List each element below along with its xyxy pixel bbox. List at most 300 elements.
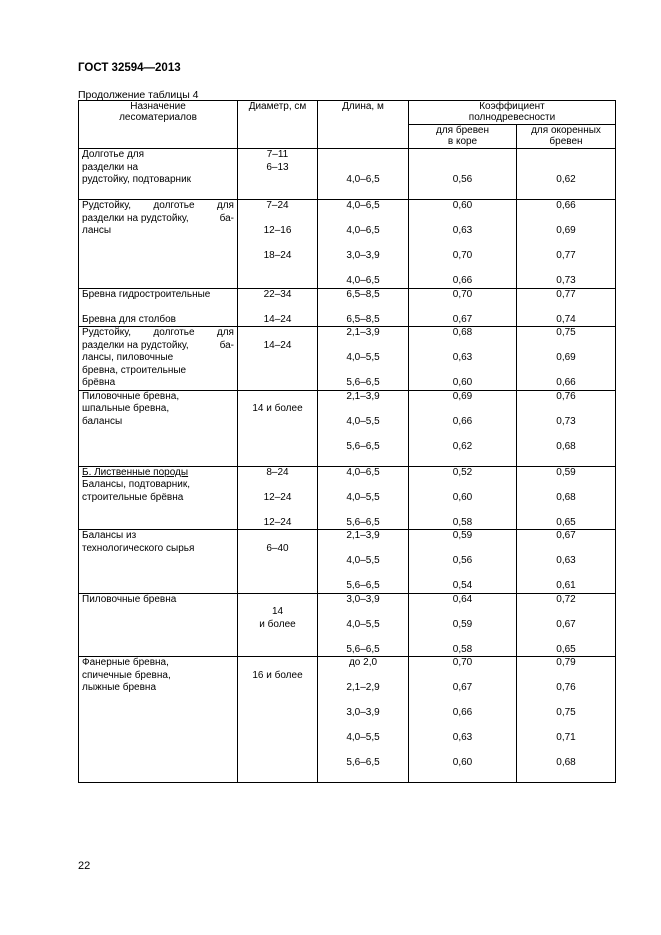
purpose-line xyxy=(82,619,234,632)
debarked-coef-cell-value: 0,75 xyxy=(556,327,576,338)
diameter-cell-value xyxy=(238,757,317,770)
purpose-cell xyxy=(79,466,238,479)
diameter-cell xyxy=(238,301,318,314)
purpose-text: брёвна xyxy=(82,377,116,388)
bark-coef-cell-value xyxy=(409,504,516,517)
header-debarked-line-2: бревен xyxy=(549,136,583,147)
bark-coef-cell-value xyxy=(409,543,516,556)
diameter-cell-value: 14–24 xyxy=(263,339,292,351)
table-row xyxy=(79,416,616,429)
table-row xyxy=(79,327,616,340)
length-cell-value: 2,1–3,9 xyxy=(346,390,380,402)
debarked-coef-cell-value xyxy=(517,504,615,517)
debarked-coef-cell xyxy=(517,466,616,479)
purpose-cell xyxy=(79,377,238,390)
diameter-cell xyxy=(238,707,318,720)
table-row xyxy=(79,162,616,175)
bark-coef-cell xyxy=(409,174,517,187)
purpose-line xyxy=(82,174,234,187)
bark-coef-cell-value: 0,58 xyxy=(452,643,473,655)
length-cell-value xyxy=(318,213,408,226)
length-cell xyxy=(318,352,409,365)
diameter-cell xyxy=(238,757,318,770)
diameter-cell xyxy=(238,288,318,301)
diameter-cell xyxy=(238,213,318,226)
purpose-line xyxy=(82,403,234,416)
diameter-cell-value xyxy=(238,745,317,758)
purpose-line xyxy=(82,314,234,327)
debarked-coef-cell xyxy=(517,530,616,543)
diameter-cell-value xyxy=(238,352,317,365)
diameter-cell xyxy=(238,682,318,695)
header-debarked xyxy=(517,125,616,149)
table-row xyxy=(79,619,616,632)
length-cell-value: 2,1–3,9 xyxy=(346,327,380,338)
diameter-cell xyxy=(238,670,318,683)
bark-coef-cell xyxy=(409,504,517,517)
purpose-line xyxy=(82,555,234,568)
debarked-coef-cell xyxy=(517,327,616,340)
table-row xyxy=(79,250,616,263)
diameter-cell-value xyxy=(238,238,317,251)
length-cell xyxy=(318,428,409,441)
purpose-line xyxy=(82,391,234,404)
table-row xyxy=(79,745,616,758)
diameter-cell xyxy=(238,720,318,733)
debarked-coef-cell xyxy=(517,416,616,429)
diameter-cell xyxy=(238,200,318,213)
diameter-cell-value xyxy=(238,657,317,670)
diameter-cell-value xyxy=(238,504,317,517)
diameter-cell-value xyxy=(238,631,317,644)
diameter-cell-value xyxy=(238,441,317,454)
table-row xyxy=(79,187,616,200)
purpose-line xyxy=(82,757,234,770)
purpose-cell xyxy=(79,149,238,162)
purpose-cell xyxy=(79,340,238,353)
length-cell xyxy=(318,745,409,758)
purpose-line xyxy=(82,594,234,607)
bark-coef-cell-value: 0,68 xyxy=(452,327,473,338)
length-cell-value: 4,0–5,5 xyxy=(346,618,380,630)
purpose-text: разделки на xyxy=(82,161,139,173)
debarked-coef-cell-value: 0,61 xyxy=(556,580,576,591)
length-cell xyxy=(318,732,409,745)
length-cell xyxy=(318,238,409,251)
page-number: 22 xyxy=(78,860,91,872)
debarked-coef-cell xyxy=(517,644,616,657)
debarked-coef-cell xyxy=(517,606,616,619)
length-cell xyxy=(318,162,409,175)
bark-coef-cell xyxy=(409,390,517,403)
bark-coef-cell xyxy=(409,593,517,606)
debarked-coef-cell xyxy=(517,174,616,187)
bark-coef-cell-value xyxy=(409,631,516,644)
table-row xyxy=(79,275,616,288)
diameter-cell-value: 18–24 xyxy=(263,250,292,261)
length-cell-value xyxy=(318,238,408,251)
purpose-line xyxy=(82,213,234,226)
debarked-coef-cell-value xyxy=(517,187,615,200)
debarked-coef-cell-value: 0,77 xyxy=(556,288,576,300)
length-cell-value: 5,6–6,5 xyxy=(346,377,380,388)
diameter-cell xyxy=(238,543,318,556)
debarked-coef-cell-value xyxy=(517,720,615,733)
length-cell-value xyxy=(318,301,408,314)
debarked-coef-cell-value: 0,68 xyxy=(556,757,576,768)
debarked-coef-cell xyxy=(517,238,616,251)
debarked-coef-cell xyxy=(517,403,616,416)
diameter-cell xyxy=(238,377,318,390)
length-cell-value xyxy=(318,606,408,619)
bark-coef-cell xyxy=(409,682,517,695)
bark-coef-cell-value xyxy=(409,695,516,708)
debarked-coef-cell-value: 0,65 xyxy=(556,516,576,528)
diameter-cell-value: 7–11 xyxy=(266,149,289,160)
bark-coef-cell xyxy=(409,327,517,340)
diameter-cell xyxy=(238,555,318,568)
purpose-line xyxy=(82,327,234,340)
bark-coef-cell-value xyxy=(409,745,516,758)
purpose-line xyxy=(82,238,234,251)
debarked-coef-cell xyxy=(517,301,616,314)
table-row xyxy=(79,365,616,378)
purpose-cell xyxy=(79,200,238,213)
table-row xyxy=(79,504,616,517)
diameter-cell xyxy=(238,390,318,403)
purpose-line xyxy=(82,770,234,783)
length-cell-value xyxy=(318,403,408,416)
diameter-cell-value xyxy=(238,682,317,695)
bark-coef-cell-value: 0,70 xyxy=(452,288,473,300)
length-cell xyxy=(318,670,409,683)
purpose-line xyxy=(82,568,234,581)
bark-coef-cell xyxy=(409,492,517,505)
table-row xyxy=(79,530,616,543)
length-cell-value xyxy=(318,453,408,466)
debarked-coef-cell-value xyxy=(517,543,615,556)
length-cell xyxy=(318,707,409,720)
purpose-text: Рудстойку, xyxy=(82,327,132,338)
length-cell xyxy=(318,403,409,416)
purpose-cell xyxy=(79,517,238,530)
purpose-line xyxy=(82,275,234,288)
diameter-cell-value: 12–16 xyxy=(263,225,292,236)
length-cell xyxy=(318,250,409,263)
table-row xyxy=(79,340,616,353)
table-row xyxy=(79,479,616,492)
debarked-coef-cell xyxy=(517,543,616,556)
diameter-cell xyxy=(238,441,318,454)
purpose-line xyxy=(82,149,234,162)
header-diameter xyxy=(238,101,318,149)
debarked-coef-cell xyxy=(517,695,616,708)
table-row xyxy=(79,517,616,530)
debarked-coef-cell-value: 0,63 xyxy=(556,555,576,566)
bark-coef-cell-value xyxy=(409,453,516,466)
diameter-cell-value: 14 xyxy=(271,606,284,617)
bark-coef-cell-value: 0,59 xyxy=(452,618,473,630)
bark-coef-cell-value: 0,62 xyxy=(452,440,473,452)
debarked-coef-cell-value: 0,71 xyxy=(556,732,576,743)
debarked-coef-cell-value xyxy=(517,365,615,378)
purpose-cell xyxy=(79,657,238,670)
debarked-coef-cell-value xyxy=(517,453,615,466)
header-purpose xyxy=(79,101,238,149)
purpose-text: лыжные бревна xyxy=(82,682,157,693)
bark-coef-cell xyxy=(409,365,517,378)
bark-coef-cell xyxy=(409,263,517,276)
debarked-coef-cell-value: 0,68 xyxy=(556,440,576,452)
length-cell xyxy=(318,416,409,429)
length-cell xyxy=(318,327,409,340)
diameter-cell-value xyxy=(238,479,317,492)
diameter-cell xyxy=(238,327,318,340)
bark-coef-cell-value xyxy=(409,213,516,226)
debarked-coef-cell xyxy=(517,390,616,403)
diameter-cell-value xyxy=(238,174,317,187)
diameter-cell-value xyxy=(238,580,317,593)
bark-coef-cell xyxy=(409,619,517,632)
length-cell xyxy=(318,568,409,581)
diameter-cell xyxy=(238,238,318,251)
diameter-cell xyxy=(238,340,318,353)
purpose-cell xyxy=(79,644,238,657)
length-cell xyxy=(318,517,409,530)
debarked-coef-cell-value: 0,69 xyxy=(556,225,576,236)
length-cell-value: 4,0–5,5 xyxy=(346,415,380,427)
debarked-coef-cell xyxy=(517,453,616,466)
table-row xyxy=(79,288,616,301)
length-cell-value xyxy=(318,631,408,644)
bark-coef-cell-value: 0,56 xyxy=(452,555,473,566)
length-cell-value xyxy=(318,543,408,556)
bark-coef-cell xyxy=(409,517,517,530)
bark-coef-cell-value xyxy=(409,670,516,683)
bark-coef-cell xyxy=(409,757,517,770)
header-diameter-label: Диаметр, см xyxy=(248,101,307,112)
table-row xyxy=(79,631,616,644)
diameter-cell xyxy=(238,187,318,200)
debarked-coef-cell xyxy=(517,275,616,288)
debarked-coef-cell-value xyxy=(517,428,615,441)
length-cell xyxy=(318,770,409,783)
length-cell-value: 4,0–5,5 xyxy=(346,555,380,566)
diameter-cell xyxy=(238,149,318,162)
purpose-line xyxy=(82,263,234,276)
diameter-cell-value xyxy=(238,568,317,581)
debarked-coef-cell-value: 0,74 xyxy=(556,313,576,325)
debarked-coef-cell xyxy=(517,428,616,441)
purpose-text: разделки на рудстойку, xyxy=(82,339,189,351)
length-cell-value: 5,6–6,5 xyxy=(346,440,380,452)
diameter-cell-value xyxy=(238,263,317,276)
purpose-text: для xyxy=(216,327,234,338)
purpose-line xyxy=(82,517,234,530)
debarked-coef-cell xyxy=(517,288,616,301)
bark-coef-cell-value: 0,58 xyxy=(452,516,473,528)
table-row xyxy=(79,644,616,657)
length-cell xyxy=(318,314,409,327)
table-row xyxy=(79,492,616,505)
diameter-cell xyxy=(238,580,318,593)
diameter-cell xyxy=(238,644,318,657)
debarked-coef-cell xyxy=(517,340,616,353)
length-cell-value: 4,0–6,5 xyxy=(346,225,380,236)
length-cell xyxy=(318,453,409,466)
length-cell xyxy=(318,213,409,226)
diameter-cell xyxy=(238,453,318,466)
length-cell-value: 6,5–8,5 xyxy=(346,288,380,300)
diameter-cell xyxy=(238,403,318,416)
bark-coef-cell xyxy=(409,732,517,745)
bark-coef-cell xyxy=(409,225,517,238)
purpose-text: Долготье для xyxy=(82,149,145,160)
length-cell xyxy=(318,390,409,403)
length-cell-value xyxy=(318,263,408,276)
purpose-line xyxy=(82,580,234,593)
header-purpose-line-1: Назначение xyxy=(130,101,186,112)
length-cell-value: 4,0–6,5 xyxy=(346,174,380,185)
purpose-cell xyxy=(79,479,238,492)
length-cell-value: 5,6–6,5 xyxy=(346,643,380,655)
purpose-text: рудстойку, подтоварник xyxy=(82,174,192,185)
purpose-cell xyxy=(79,403,238,416)
purpose-line xyxy=(82,162,234,175)
diameter-cell-value: 14–24 xyxy=(263,313,292,325)
purpose-cell xyxy=(79,453,238,466)
purpose-text: лансы, пиловочные xyxy=(82,352,174,363)
bark-coef-cell-value xyxy=(409,340,516,353)
purpose-cell xyxy=(79,745,238,758)
table-row xyxy=(79,174,616,187)
debarked-coef-cell-value xyxy=(517,745,615,758)
debarked-coef-cell-value xyxy=(517,568,615,581)
length-cell xyxy=(318,301,409,314)
purpose-line xyxy=(82,492,234,505)
debarked-coef-cell-value: 0,65 xyxy=(556,643,576,655)
length-cell-value: 2,1–3,9 xyxy=(346,530,380,541)
debarked-coef-cell-value xyxy=(517,340,615,353)
purpose-cell xyxy=(79,213,238,226)
bark-coef-cell xyxy=(409,200,517,213)
diameter-cell xyxy=(238,504,318,517)
debarked-coef-cell xyxy=(517,187,616,200)
diameter-cell xyxy=(238,517,318,530)
debarked-coef-cell-value xyxy=(517,213,615,226)
length-cell xyxy=(318,275,409,288)
length-cell-value: 3,0–3,9 xyxy=(346,250,380,261)
diameter-cell-value xyxy=(238,720,317,733)
debarked-coef-cell xyxy=(517,263,616,276)
bark-coef-cell-value xyxy=(409,720,516,733)
bark-coef-cell xyxy=(409,707,517,720)
purpose-cell xyxy=(79,225,238,238)
diameter-cell-value xyxy=(238,530,317,543)
purpose-cell xyxy=(79,492,238,505)
bark-coef-cell-value: 0,70 xyxy=(452,250,473,261)
bark-coef-cell-value xyxy=(409,263,516,276)
debarked-coef-cell xyxy=(517,580,616,593)
diameter-cell xyxy=(238,365,318,378)
purpose-cell xyxy=(79,162,238,175)
purpose-line xyxy=(82,504,234,517)
bark-coef-cell xyxy=(409,314,517,327)
debarked-coef-cell-value: 0,59 xyxy=(556,466,576,478)
debarked-coef-cell xyxy=(517,732,616,745)
table-row xyxy=(79,301,616,314)
length-cell xyxy=(318,631,409,644)
debarked-coef-cell-value: 0,72 xyxy=(556,593,576,605)
purpose-line xyxy=(82,707,234,720)
purpose-cell xyxy=(79,606,238,619)
purpose-cell xyxy=(79,631,238,644)
length-cell-value: 4,0–5,5 xyxy=(346,732,380,743)
debarked-coef-cell xyxy=(517,200,616,213)
table-row xyxy=(79,453,616,466)
bark-coef-cell-value xyxy=(409,187,516,200)
debarked-coef-cell xyxy=(517,555,616,568)
debarked-coef-cell-value: 0,73 xyxy=(556,275,576,286)
purpose-cell xyxy=(79,352,238,365)
diameter-cell xyxy=(238,428,318,441)
purpose-text: бревна, строительные xyxy=(82,364,187,376)
debarked-coef-cell-value xyxy=(517,695,615,708)
bark-coef-cell xyxy=(409,695,517,708)
length-cell xyxy=(318,720,409,733)
length-cell-value xyxy=(318,187,408,200)
table-row xyxy=(79,428,616,441)
length-cell xyxy=(318,466,409,479)
table-row xyxy=(79,543,616,556)
diameter-cell-value xyxy=(238,555,317,568)
debarked-coef-cell-value xyxy=(517,238,615,251)
purpose-line xyxy=(82,543,234,556)
length-cell xyxy=(318,200,409,213)
length-cell xyxy=(318,619,409,632)
debarked-coef-cell-value: 0,77 xyxy=(556,250,576,261)
purpose-cell xyxy=(79,707,238,720)
purpose-line xyxy=(82,340,234,353)
bark-coef-cell xyxy=(409,720,517,733)
debarked-coef-cell xyxy=(517,504,616,517)
debarked-coef-cell-value: 0,66 xyxy=(556,200,576,211)
purpose-text: Пиловочные бревна, xyxy=(82,390,180,402)
length-cell-value xyxy=(318,720,408,733)
bark-coef-cell-value xyxy=(409,479,516,492)
diameter-cell xyxy=(238,352,318,365)
purpose-cell xyxy=(79,288,238,301)
bark-coef-cell-value: 0,60 xyxy=(452,377,473,388)
length-cell xyxy=(318,543,409,556)
purpose-cell xyxy=(79,580,238,593)
debarked-coef-cell-value xyxy=(517,149,615,162)
debarked-coef-cell xyxy=(517,441,616,454)
purpose-line xyxy=(82,467,234,480)
length-cell xyxy=(318,288,409,301)
diameter-cell xyxy=(238,606,318,619)
table-row xyxy=(79,377,616,390)
length-cell xyxy=(318,174,409,187)
bark-coef-cell xyxy=(409,644,517,657)
length-cell xyxy=(318,606,409,619)
diameter-cell-value: 6–13 xyxy=(266,161,289,173)
bark-coef-cell-value: 0,54 xyxy=(452,580,473,591)
debarked-coef-cell-value: 0,76 xyxy=(556,390,576,402)
length-cell xyxy=(318,492,409,505)
length-cell xyxy=(318,149,409,162)
purpose-line xyxy=(82,416,234,429)
